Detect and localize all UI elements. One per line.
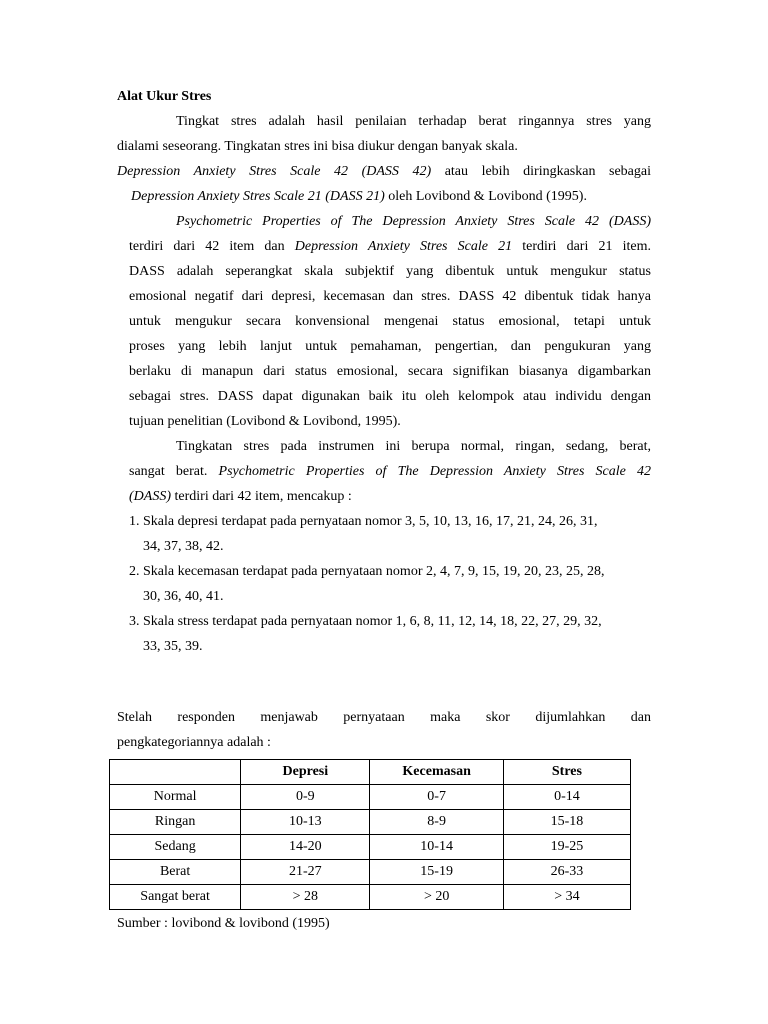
table-cell: 10-13	[241, 810, 370, 835]
table-cell: 10-14	[370, 835, 503, 860]
dass21-title: Depression Anxiety Stres Scale 21 (DASS 21)	[131, 189, 385, 204]
paragraph-3-line-7: berlaku di manapun dari status emosional, secara signifikan biasanya digambarkan	[129, 364, 651, 379]
paragraph-1-line-1: Tingkat stres adalah hasil penilaian terhadap berat ringannya stres yang	[176, 114, 651, 129]
paragraph-3-line-1: Psychometric Properties of The Depression Anxiety Stres Scale 42 (DASS)	[176, 214, 651, 229]
table-cell: 14-20	[241, 835, 370, 860]
table-header-blank	[110, 760, 241, 785]
paragraph-3-line-3: DASS adalah seperangkat skala subjektif yang dibentuk untuk mengukur status	[129, 264, 651, 279]
paragraph-5-line-1: Stelah responden menjawab pernyataan maka skor dijumlahkan dan	[117, 710, 651, 725]
section-heading: Alat Ukur Stres	[117, 89, 212, 104]
paragraph-3-line-8: sebagai stres. DASS dapat digunakan baik itu oleh kelompok atau individu dengan	[129, 389, 651, 404]
paragraph-4-line-1: Tingkatan stres pada instrumen ini berupa normal, ringan, sedang, berat,	[176, 439, 651, 454]
paragraph-2-line-2	[131, 188, 587, 206]
table-cell: Normal	[110, 785, 241, 810]
table-cell: 8-9	[370, 810, 503, 835]
paragraph-3-line-6: proses yang lebih lanjut untuk pemahaman, pengertian, dan pengukuran yang	[129, 339, 651, 354]
dass21-title-2: Depression Anxiety Stres Scale 21	[294, 239, 513, 254]
psychometric-title: Psychometric Properties of The Depression Anxiety Stres Scale 42	[218, 464, 651, 479]
table-cell: 0-9	[241, 785, 370, 810]
paragraph-1-line-2: dialami seseorang. Tingkatan stres ini bisa diukur dengan banyak skala.	[117, 139, 518, 154]
list-item-1-line-2: 34, 37, 38, 42.	[143, 539, 224, 554]
table-cell: > 34	[503, 885, 630, 910]
list-item-3-line-1: 3. Skala stress terdapat pada pernyataan nomor 1, 6, 8, 11, 12, 14, 18, 22, 27, 29, 32,	[129, 614, 602, 629]
paragraph-4-line-2	[129, 463, 651, 481]
table-cell: 15-18	[503, 810, 630, 835]
table-cell: 26-33	[503, 860, 630, 885]
table-cell: > 28	[241, 885, 370, 910]
table-cell: 19-25	[503, 835, 630, 860]
paragraph-3-line-2	[129, 238, 651, 256]
stress-category-table	[109, 759, 631, 910]
table-cell: Berat	[110, 860, 241, 885]
table-row	[110, 860, 631, 885]
paragraph-4-line-2-a: sangat berat.	[129, 464, 219, 479]
table-cell: 21-27	[241, 860, 370, 885]
list-item-1-line-1: 1. Skala depresi terdapat pada pernyataan nomor 3, 5, 10, 13, 16, 17, 21, 24, 26, 31,	[129, 514, 598, 529]
paragraph-5-line-2: pengkategoriannya adalah :	[117, 735, 271, 750]
table-cell: Sangat berat	[110, 885, 241, 910]
table-cell: 0-14	[503, 785, 630, 810]
table-cell: Ringan	[110, 810, 241, 835]
list-item-2-line-2: 30, 36, 40, 41.	[143, 589, 224, 604]
paragraph-3-line-4: emosional negatif dari depresi, kecemasan dan stres. DASS 42 dibentuk tidak hanya	[129, 289, 651, 304]
table-cell: 15-19	[370, 860, 503, 885]
table-header-kecemasan: Kecemasan	[370, 760, 503, 785]
table-header-row	[110, 760, 631, 785]
paragraph-3-line-2-a: terdiri dari 42 item dan	[129, 239, 295, 254]
table-source: Sumber : lovibond & lovibond (1995)	[117, 916, 330, 931]
table-header-depresi: Depresi	[241, 760, 370, 785]
table-row	[110, 785, 631, 810]
dass-abbrev: (DASS)	[129, 489, 171, 504]
paragraph-4-line-3	[129, 488, 352, 506]
paragraph-3-line-9: tujuan penelitian (Lovibond & Lovibond, 1995).	[129, 414, 401, 429]
paragraph-2-line-2-rest: oleh Lovibond & Lovibond (1995).	[384, 189, 587, 204]
table-row	[110, 810, 631, 835]
list-item-3-line-2: 33, 35, 39.	[143, 639, 203, 654]
paragraph-3-line-5: untuk mengukur secara konvensional mengenai status emosional, tetapi untuk	[129, 314, 651, 329]
paragraph-4-line-3-b: terdiri dari 42 item, mencakup :	[171, 489, 352, 504]
table-cell: > 20	[370, 885, 503, 910]
paragraph-3-line-2-b: terdiri dari 21 item.	[512, 239, 651, 254]
list-item-2-line-1: 2. Skala kecemasan terdapat pada pernyataan nomor 2, 4, 7, 9, 15, 19, 20, 23, 25, 28,	[129, 564, 605, 579]
table-cell: 0-7	[370, 785, 503, 810]
table-row	[110, 885, 631, 910]
table-header-stres: Stres	[503, 760, 630, 785]
table-row	[110, 835, 631, 860]
table-cell: Sedang	[110, 835, 241, 860]
paragraph-2-line-1	[117, 163, 651, 181]
dass42-title: Depression Anxiety Stres Scale 42 (DASS 42)	[117, 164, 432, 179]
paragraph-2-line-1-rest: atau lebih diringkaskan sebagai	[431, 164, 651, 179]
